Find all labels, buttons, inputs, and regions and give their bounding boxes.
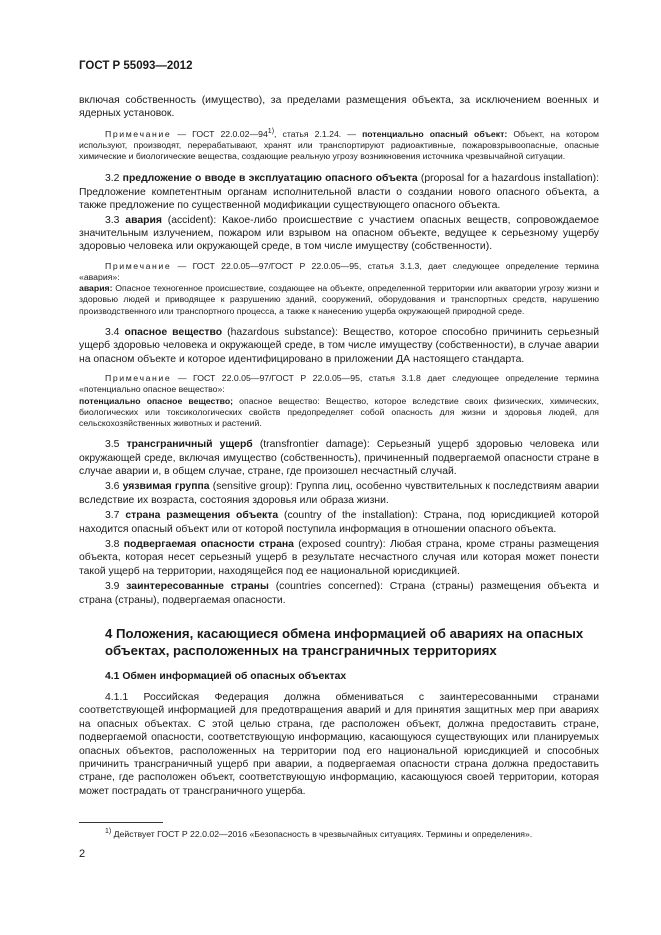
definition-number: 3.7	[105, 510, 120, 522]
definition-text: (proposal for a hazardous installation): Предложение компетентным органам исполнительной власти о создании нового опасного объекта, а также предложение по существенной модификации существующего опасного объекта.	[79, 173, 599, 212]
definition-3-6	[79, 480, 599, 507]
note-text: Опасное техногенное происшествие, создающее на объекте, определенной территории или акватории угрозу жизни и здоровью людей и приводящее к разрушению зданий, сооружений, оборудования и транспортных средств, нарушению производственного или транспортного процесса, а также к нанесению ущерба окружающей природной среде.	[79, 283, 599, 316]
definition-text: (exposed country): Любая страна, кроме страны размещения объекта, которая несет серьезный ущерб в результате несчастного случая или которая может понести такой ущерб на территории, находящейся под ее национальной юрисдикцией.	[79, 538, 600, 577]
section-title-line-1: Положения, касающиеся обмена информацией об авариях на опасных	[116, 625, 584, 641]
footnote	[105, 829, 599, 840]
definition-term: трансграничный ущерб	[126, 439, 253, 451]
definition-3-9	[79, 580, 599, 607]
definition-text: (transfrontier damage): Серьезный ущерб здоровью человека или окружающей среде, включая имущество (собственность), причиненный подвергаемой опасности стране в случае аварии и, в общем случае, стране, где произошел несчастный случай.	[79, 439, 600, 477]
definition-term: опасное вещество	[124, 326, 223, 338]
definition-3-2	[79, 172, 599, 212]
note-term: авария:	[79, 283, 113, 294]
definition-term: уязвимая группа	[122, 481, 210, 493]
definition-term: подвергаемая опасности страна	[123, 538, 294, 550]
footnote-text: Действует ГОСТ Р 22.0.02—2016 «Безопасность в чрезвычайных ситуациях. Термины и определения».	[113, 829, 533, 839]
definition-number: 3.9	[105, 581, 120, 593]
definition-number: 3.4	[105, 326, 120, 338]
document-header: ГОСТ Р 55093—2012	[79, 60, 193, 72]
definition-3-5	[79, 438, 599, 478]
subsection-4-1-heading: 4.1 Обмен информацией об опасных объектах	[105, 670, 347, 682]
definition-text: (country of the installation): Страна, под юрисдикцией которой находится опасный объект или от которой поступила информация в отношении опасного объекта.	[79, 510, 600, 535]
note-label: Примечание	[105, 128, 172, 139]
section-title-line-2: объектах, расположенных на трансграничных территориях	[105, 642, 497, 658]
definition-term: авария	[125, 214, 162, 226]
definition-term: страна размещения объекта	[125, 510, 279, 522]
definition-term: предложение о вводе в эксплуатацию опасного объекта	[122, 173, 418, 185]
note-label: Примечание	[105, 373, 172, 384]
note-ref: — ГОСТ 22.0.02—94	[177, 128, 268, 139]
note-2-intro	[79, 261, 599, 283]
note-term: потенциально опасное вещество;	[79, 395, 234, 406]
definition-3-8	[79, 538, 599, 578]
page-number: 2	[79, 848, 86, 860]
definition-text: (accident): Какое-либо происшествие с участием опасных веществ, сопровождаемое значительным излучением, пожаром или взрывом на опасном объекте, ведущее к серьезному ущербу здоровью человека или окружающей среде, в том числе имуществу (собственности).	[79, 214, 600, 253]
definition-text: (sensitive group): Группа лиц, особенно чувствительных к последствиям аварии вследствие их возраста, состояния здоровья или образа жизни.	[79, 481, 599, 506]
note-3-intro	[79, 373, 599, 395]
note-text: опасное вещество: Вещество, которое вследствие своих физических, химических, биологических или токсикологических свойств предопределяет собой опасность для жизни и здоровья людей, для сельскохозяйственных животных и растений.	[79, 395, 599, 428]
note-1	[79, 129, 599, 163]
definition-number: 3.8	[105, 538, 120, 550]
note-ref-tail: , статья 2.1.24. —	[274, 128, 356, 139]
note-label: Примечание	[105, 260, 172, 271]
definition-3-4	[79, 326, 599, 366]
footnote-ref: 1)	[267, 127, 275, 135]
paragraph-4-1-1: 4.1.1 Российская Федерация должна обмениваться с заинтересованными странами соответствующей информацией для предотвращения аварий и для принятия защитных мер при авариях на опасных объектах. С этой целью страна, где расположен объект, должна предоставить стране, подвергаемой опасности, соответствующую информацию, касающуюся существующих или планируемых опасных объектов, расположенных на территории под его национальной юрисдикцией и способных причинить трансграничный ущерб при аварии, а подвергаемая опасности страна должна предоставить стране, где расположен объект, соответствующую информацию, касающуюся своей территории, которая может пострадать от трансграничного ущерба.	[79, 691, 599, 797]
definition-3-7	[79, 509, 599, 536]
definition-3-3	[79, 214, 599, 254]
note-term: потенциально опасный объект:	[362, 128, 508, 139]
note-intro: — ГОСТ 22.0.05—97/ГОСТ Р 22.0.05—95, статья 3.1.8 дает следующее определение термина «потенциально опасное вещество»:	[79, 373, 599, 395]
definition-term: заинтересованные страны	[126, 581, 269, 593]
definition-number: 3.6	[105, 481, 120, 493]
definition-number: 3.2	[105, 173, 120, 185]
section-4-heading	[79, 625, 599, 659]
note-intro: — ГОСТ 22.0.05—97/ГОСТ Р 22.0.05—95, статья 3.1.3, дает следующее определение термина «авария»:	[79, 260, 599, 283]
footnote-separator	[79, 822, 163, 823]
definition-number: 3.5	[105, 439, 120, 451]
definition-number: 3.3	[105, 214, 120, 226]
note-text: Объект, на котором используют, производят, перерабатывают, хранят или транспортируют радиоактивные, пожаровзрывоопасные, опасные химические и биологические вещества, создающие реальную угрозу возникновения источника чрезвычайной ситуации.	[79, 128, 599, 162]
note-2-definition	[79, 283, 599, 317]
page-content	[79, 94, 599, 798]
paragraph-continuation: включая собственность (имущество), за пределами размещения объекта, за исключением военных и ядерных установок.	[79, 95, 599, 120]
definition-text: (hazardous substance): Вещество, которое способно причинить серьезный ущерб здоровью человека и окружающей среде, в том числе имуществу (собственности), в случае аварии на опасном объекте и которое идентифицировано в приложении ДА настоящего стандарта.	[79, 326, 600, 365]
definition-text: (countries concerned): Страна (страны) размещения объекта и страна (страны), подвергаемая опасности.	[79, 581, 600, 606]
footnote-mark: 1)	[105, 828, 112, 836]
note-3-definition	[79, 396, 599, 430]
section-number: 4	[105, 625, 113, 641]
